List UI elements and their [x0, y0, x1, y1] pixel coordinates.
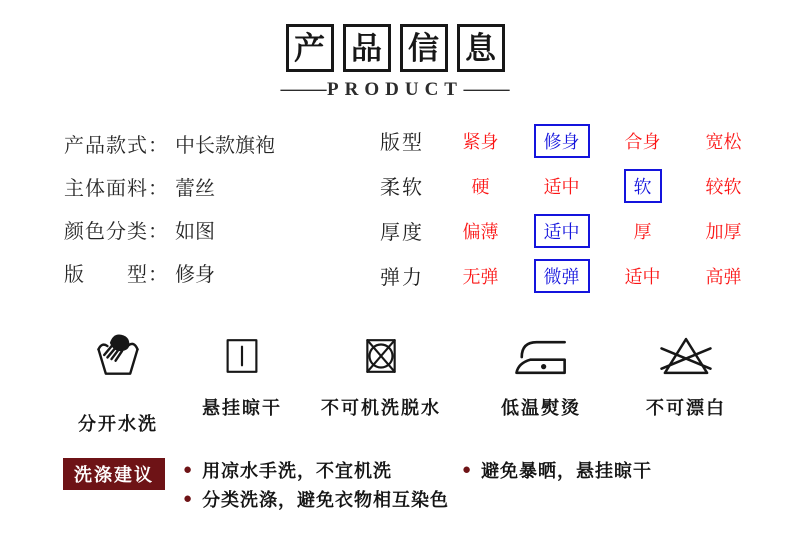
page-subtitle	[0, 79, 790, 101]
spec-value: 如图	[175, 221, 215, 243]
attr-row-thickness	[380, 208, 764, 253]
attr-option: 适中	[624, 266, 661, 287]
attr-option: 合身	[624, 131, 661, 152]
attr-label: 厚度	[380, 222, 424, 244]
advice-tip-text: 避免暴晒，悬挂晾干	[481, 460, 653, 481]
attribute-grid	[380, 118, 764, 298]
spec-label: 颜色分类：	[64, 221, 169, 243]
hand-wash-icon	[92, 331, 144, 379]
attr-option: 硬	[471, 176, 490, 197]
dash-right: —	[463, 79, 510, 100]
attr-option-selected: 微弹	[521, 259, 602, 293]
no-machine-wash-icon	[358, 331, 404, 379]
no-bleach-icon	[659, 331, 713, 379]
page-title	[0, 24, 790, 72]
attr-label: 柔软	[380, 177, 424, 199]
spec-label: 主体面料：	[64, 178, 169, 200]
spec-row-fabric	[64, 165, 275, 208]
attr-option: 无弹	[462, 266, 499, 287]
attr-option: 偏薄	[462, 221, 499, 242]
subtitle-text: PRODUCT	[327, 79, 463, 100]
spec-list	[64, 122, 275, 294]
attr-row-elasticity	[380, 253, 764, 298]
attr-option: 适中	[543, 176, 580, 197]
spec-row-color	[64, 208, 275, 251]
wash-advice-section	[0, 455, 790, 525]
spec-label: 版 型：	[64, 264, 169, 286]
advice-tip-text: 用凉水手洗，不宜机洗	[202, 460, 393, 481]
attr-option: 较软	[705, 176, 742, 197]
care-label: 悬挂晾干	[202, 398, 282, 418]
spec-label: 产品款式：	[64, 135, 169, 157]
advice-tip	[183, 455, 449, 484]
attr-row-softness	[380, 163, 764, 208]
care-label: 低温熨烫	[501, 398, 581, 418]
advice-tip	[462, 455, 652, 484]
hang-dry-icon	[219, 331, 265, 379]
attr-option: 厚	[633, 221, 652, 242]
page-header	[0, 24, 790, 101]
advice-tips-right	[462, 455, 652, 484]
dash-left: —	[280, 79, 327, 100]
title-char-box: 息	[457, 24, 505, 72]
title-char-box: 信	[400, 24, 448, 72]
advice-tip	[183, 484, 449, 513]
care-item-no-machine-wash	[306, 331, 456, 420]
attr-option: 高弹	[705, 266, 742, 287]
care-label: 不可机洗脱水	[321, 398, 441, 418]
care-label: 分开水洗	[78, 414, 158, 434]
advice-tip-text: 分类洗涤，避免衣物相互染色	[202, 489, 450, 510]
spec-value: 中长款旗袍	[175, 135, 275, 157]
care-item-no-bleach	[611, 331, 761, 420]
title-char-box: 产	[286, 24, 334, 72]
bullet-icon: ●	[183, 490, 194, 507]
bullet-icon: ●	[183, 461, 194, 478]
spec-row-fit	[64, 251, 275, 294]
bullet-icon: ●	[462, 461, 473, 478]
care-item-iron-low	[466, 331, 616, 420]
attr-row-fit	[380, 118, 764, 163]
iron-low-temp-icon	[513, 331, 569, 379]
spec-value: 修身	[175, 264, 215, 286]
attr-option-selected: 软	[602, 169, 683, 203]
attr-label: 版型	[380, 132, 424, 154]
attr-option-selected: 修身	[521, 124, 602, 158]
attr-label: 弹力	[380, 267, 424, 289]
attr-option: 宽松	[705, 131, 742, 152]
attr-option-selected: 适中	[521, 214, 602, 248]
spec-row-style	[64, 122, 275, 165]
title-char-box: 品	[343, 24, 391, 72]
spec-value: 蕾丝	[175, 178, 215, 200]
care-label: 不可漂白	[646, 398, 726, 418]
attr-option: 加厚	[705, 221, 742, 242]
attr-option: 紧身	[462, 131, 499, 152]
care-icon-row	[0, 331, 790, 451]
advice-tips-left	[183, 455, 449, 513]
care-item-hang-dry	[167, 331, 317, 420]
wash-advice-badge: 洗涤建议	[63, 458, 165, 490]
